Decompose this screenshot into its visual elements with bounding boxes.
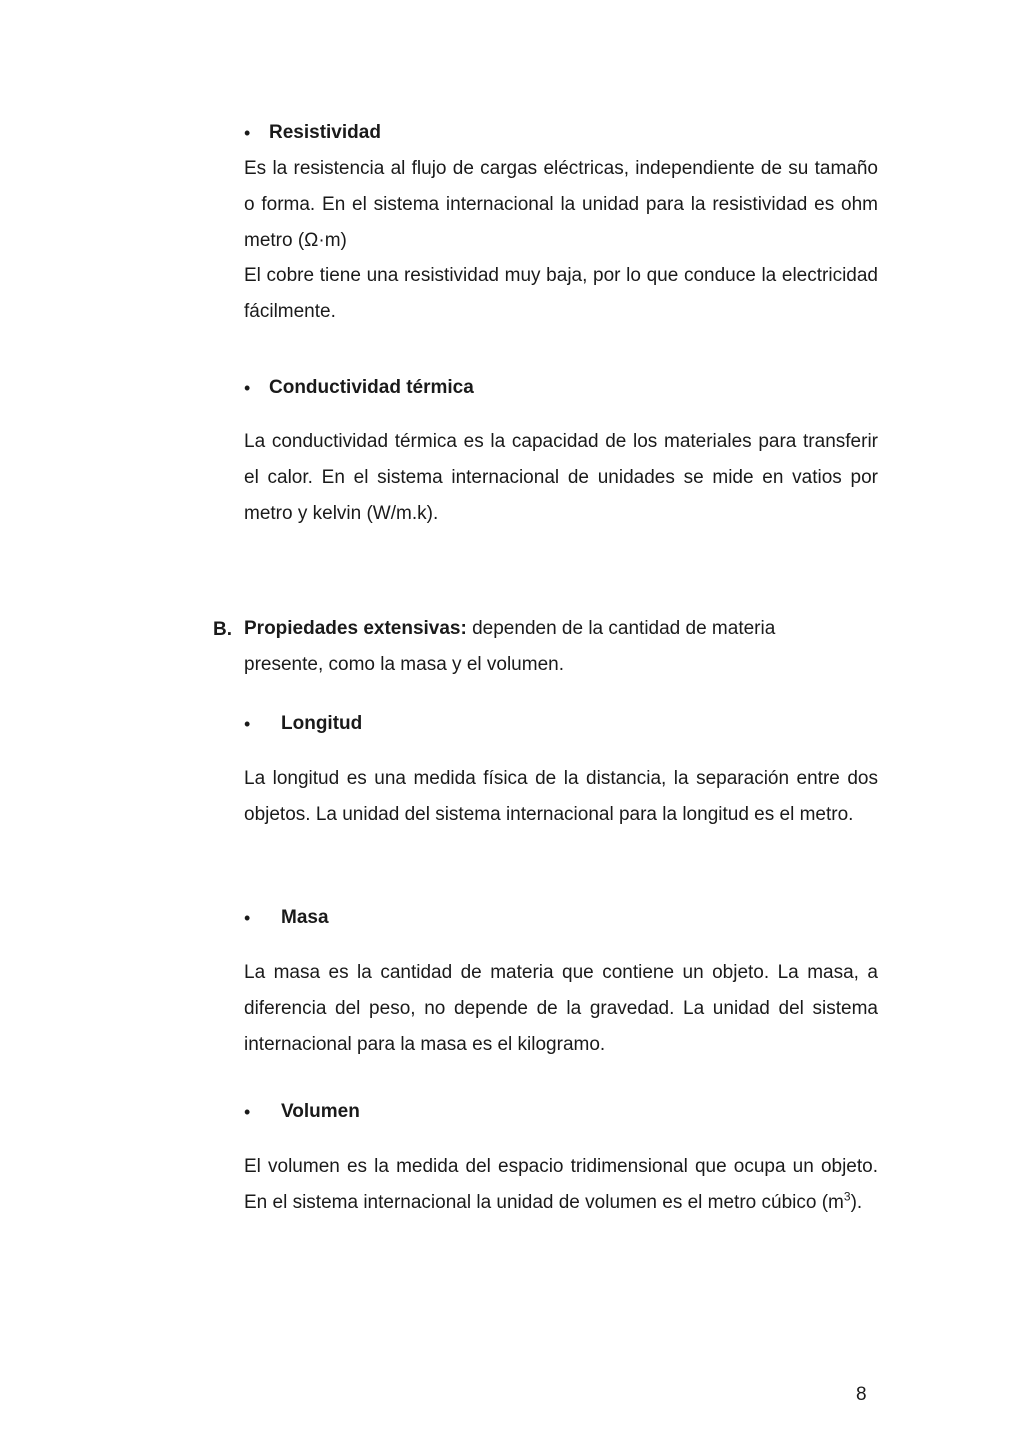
paragraph-volumen-text: El volumen es la medida del espacio tridimensional que ocupa un objeto. En el sistema internacional la unidad de volumen es el metro cúbico (m <box>244 1156 878 1213</box>
heading-conductividad: Conductividad térmica <box>269 377 474 398</box>
bullet-conductividad <box>244 376 474 400</box>
section-b-heading: Propiedades extensivas: <box>244 618 467 639</box>
heading-masa: Masa <box>281 907 329 928</box>
heading-volumen: Volumen <box>281 1101 360 1122</box>
heading-longitud: Longitud <box>281 713 363 734</box>
bullet-dot: • <box>244 908 251 928</box>
bullet-resistividad <box>244 121 381 145</box>
bullet-dot: • <box>244 378 251 398</box>
section-b-paragraph <box>244 611 856 683</box>
superscript-three: 3 <box>843 1189 851 1204</box>
bullet-masa <box>244 906 329 930</box>
paragraph-volumen <box>244 1149 878 1221</box>
paragraph-longitud: La longitud es una medida física de la distancia, la separación entre dos objetos. La unidad del sistema internacional para la longitud es el metro. <box>244 768 878 825</box>
paragraph-volumen-end: ). <box>850 1192 863 1213</box>
paragraph-resistividad-2: El cobre tiene una resistividad muy baja, por lo que conduce la electricidad fácilmente. <box>244 265 878 322</box>
bullet-dot: • <box>244 1102 251 1122</box>
bullet-dot: • <box>244 714 251 734</box>
paragraph-conductividad: La conductividad térmica es la capacidad de los materiales para transferir el calor. En el sistema internacional de unidades se mide en vatios por metro y kelvin (W/m.k). <box>244 431 878 524</box>
section-b-text: dependen de la cantidad de materia presente, como la masa y el volumen. <box>244 618 776 675</box>
page-number: 8 <box>856 1384 867 1405</box>
bullet-longitud <box>244 712 362 736</box>
section-letter: B. <box>213 619 232 640</box>
bullet-dot: • <box>244 123 251 143</box>
paragraph-resistividad-1: Es la resistencia al flujo de cargas eléctricas, independiente de su tamaño o forma. En el sistema internacional la unidad para la resistividad es ohm metro (Ω·m) <box>244 158 878 251</box>
bullet-volumen <box>244 1100 360 1124</box>
paragraph-masa: La masa es la cantidad de materia que contiene un objeto. La masa, a diferencia del peso, no depende de la gravedad. La unidad del sistema internacional para la masa es el kilogramo. <box>244 962 878 1055</box>
heading-resistividad: Resistividad <box>269 122 381 143</box>
